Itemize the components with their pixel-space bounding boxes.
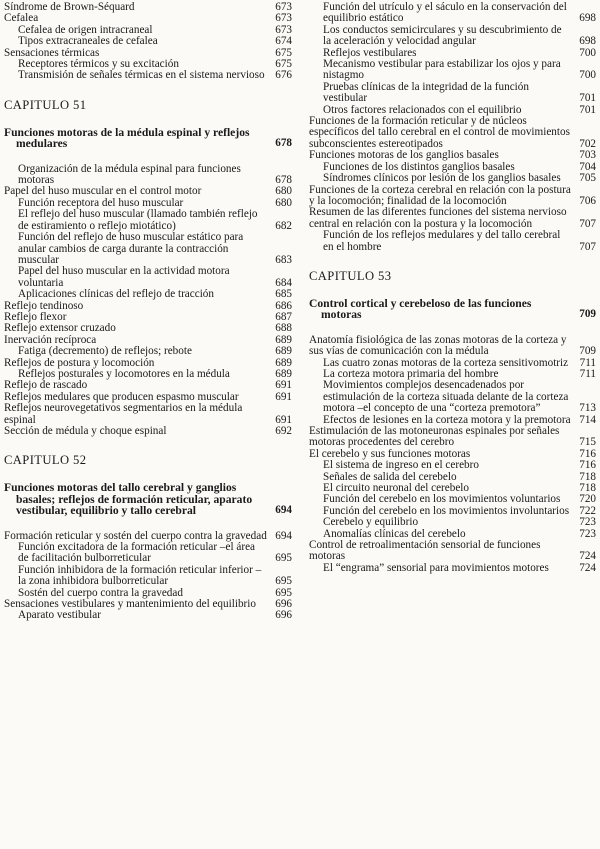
page-number: 691 [275,413,292,426]
entry-title: El cerebelo y sus funciones motoras [309,447,471,460]
entry-title: El sistema de ingreso en el cerebro [323,459,479,472]
entry-title: Control cortical y cerebeloso de las funciones motoras [309,296,532,322]
page-number: 695 [275,575,292,588]
entry-title: Aparato vestibular [18,609,101,622]
entry-title: Síndrome de Brown-Séquard [4,1,135,13]
toc-subentry [4,610,294,621]
entry-title: Reflejo flexor [4,310,67,323]
entry-title: Pruebas clínicas de la integridad de la función vestibular [323,80,529,105]
page-number: 691 [275,379,292,392]
entry-title: Tipos extracraneales de cefalea [18,35,158,48]
entry-title: Aplicaciones clínicas del reflejo de tracción [18,288,214,301]
entry-title: Control de retroalimentación sensorial de funciones motoras [309,539,541,563]
entry-title: Reflejos vestibulares [323,46,417,59]
entry-title: Función del cerebelo en los movimientos voluntarios [323,493,561,506]
page-number: 689 [275,333,292,346]
toc-subentry [4,232,294,266]
page-number: 688 [275,322,292,335]
entry-title: Función inhibidora de la formación reticular inferior –la zona inhibidora bulborreticular [18,563,262,588]
page-number: 700 [579,46,596,59]
entry-title: Organización de la médula espinal para funciones motoras [18,162,241,187]
entry-title: Efectos de lesiones en la corteza motora y la premotora [323,413,571,426]
entry-title: Funciones motoras del tallo cerebral y ganglios basales; reflejos de formación reticular, aparato vestibular, equilibrio y tallo cerebral [4,481,253,518]
page-number: 724 [579,561,596,574]
entry-title: Transmisión de señales térmicas en el sistema nervioso [18,69,265,82]
page-number: 682 [275,219,292,232]
page-number: 696 [275,598,292,611]
toc-entry [309,150,598,161]
entry-title: Funciones motoras de los ganglios basales [309,149,499,162]
chapter-heading: CAPITULO 52 [4,453,87,468]
page-number: 675 [275,46,292,59]
page-number: 694 [275,504,292,517]
entry-title: Reflejos medulares que producen espasmo muscular [4,390,239,403]
entry-title: Anatomía fisiológica de las zonas motoras de la corteza y sus vías de comunicación con la médula [309,333,567,358]
page-number: 698 [579,35,596,48]
entry-title: Funciones de los distintos ganglios basales [323,160,515,173]
entry-title: Movimientos complejos desencadenados por estimulación de la corteza situada delante de la corteza motora –el concepto de una “corteza premotora” [323,379,569,415]
page-number: 707 [579,217,596,230]
page-number: 673 [275,23,292,36]
entry-title: Función receptora del huso muscular [18,196,184,209]
entry-title: El circuito neuronal del cerebelo [323,482,469,495]
toc-subentry [4,266,294,289]
page-number: 705 [579,172,596,185]
entry-title: Cefalea [4,12,39,25]
page-number: 711 [579,367,596,380]
entry-title: Mecanismo vestibular para estabilizar los ojos y para nistagmo [323,58,561,82]
entry-title: Reflejo de rascado [4,379,88,392]
page-number: 696 [275,609,292,622]
entry-title: Funciones de la corteza cerebral en relación con la postura y la locomoción; finalidad de la locomoción [309,183,571,207]
page-number: 695 [275,586,292,599]
toc-subentry [4,565,294,588]
toc-entry [309,116,598,150]
entry-title: Función de los reflejos medulares y del tallo cerebral en el hombre [323,229,561,253]
entry-title: Función del reflejo de huso muscular estático para anular cambios de carga durante la contracción muscular [18,231,244,266]
entry-title: Reflejos de postura y locomoción [4,356,155,369]
page-number: 691 [275,390,292,403]
entry-title: Función del cerebelo en los movimientos involuntarios [323,504,570,517]
page-number: 700 [579,69,596,82]
entry-title: Estimulación de las motoneuronas espinales por señales motoras procedentes del cerebro [309,425,560,449]
page-number: 694 [275,529,292,542]
toc-subentry [4,36,294,47]
toc-entry [4,426,294,437]
toc-entry [309,426,598,449]
chapter-title-entry [309,298,598,321]
page-number: 675 [275,58,292,71]
page-number: 718 [579,470,596,483]
page-number: 678 [275,137,292,150]
toc-subentry [309,2,598,25]
entry-title: Señales de salida del cerebelo [323,470,457,483]
page-number: 687 [275,310,292,323]
toc-subentry [309,82,598,105]
toc-entry [309,185,598,208]
page-number: 695 [275,552,292,565]
entry-title: Función del utrículo y el sáculo en la conservación del equilibrio estático [323,1,567,25]
entry-title: Sección de médula y choque espinal [4,425,167,437]
entry-title: Sensaciones térmicas [4,46,100,59]
page-number: 724 [579,550,596,563]
chapter-heading: CAPITULO 51 [4,97,87,112]
page-number: 723 [579,527,596,540]
entry-title: El reflejo del huso muscular (llamado también reflejo de estiramiento o reflejo miotático) [18,208,258,232]
chapter-heading: CAPITULO 53 [309,268,392,283]
page-number: 680 [275,196,292,209]
entry-title: Los conductos semicirculares y su descubrimiento de la aceleración y velocidad angular [323,23,562,48]
entry-title: Reflejo tendinoso [4,299,84,312]
entry-title: Reflejos neurovegetativos segmentarios en la médula espinal [4,402,243,426]
page-number: 684 [275,276,292,289]
entry-title: Reflejo extensor cruzado [4,322,116,335]
page-number: 701 [579,92,596,105]
toc-subentry [309,25,598,48]
page-number: 683 [275,253,292,266]
page-number: 701 [579,103,596,116]
entry-title: Cerebelo y equilibrio [323,516,419,529]
toc-subentry [309,59,598,82]
page-number: 692 [275,425,292,437]
entry-title: Funciones motoras de la médula espinal y reflejos medulares [4,125,250,151]
toc-subentry [309,173,598,184]
toc-subentry [4,346,294,357]
page-number: 723 [579,516,596,529]
toc-entry [309,335,598,358]
page-number: 707 [579,240,596,253]
page-number: 716 [579,459,596,472]
page-number: 674 [275,35,292,48]
page-number: 689 [275,345,292,358]
page-number: 706 [579,194,596,207]
entry-title: Fatiga (decremento) de reflejos; rebote [18,345,192,358]
entry-title: Funciones de la formación reticular y de núcleos específicos del tallo cerebral en el control de movimientos subconscientes estereotipados [309,115,570,150]
toc-subentry [4,209,294,232]
page-number: 698 [579,12,596,25]
toc-subentry [4,70,294,81]
page-number: 715 [579,436,596,449]
entry-title: Función excitadora de la formación reticular –el área de facilitación bulborreticular [18,541,255,565]
entry-title: La corteza motora primaria del hombre [323,367,499,380]
entry-title: El “engrama” sensorial para movimientos motores [323,561,549,574]
toc-subentry [309,230,598,253]
entry-title: Sostén del cuerpo contra la gravedad [18,586,183,599]
toc-subentry [309,517,598,528]
page-number: 714 [579,413,596,426]
toc-entry [309,540,598,563]
entry-title: Reflejos posturales y locomotores en la médula [18,367,230,380]
entry-title: Receptores térmicos y su excitación [18,58,179,71]
page-number: 702 [579,137,596,150]
spacer [4,150,294,164]
toc-subentry [4,542,294,565]
toc-subentry [309,380,598,414]
entry-title: Otros factores relacionados con el equilibrio [323,103,522,116]
page-number: 689 [275,367,292,380]
page-number: 673 [275,12,292,25]
spacer [309,321,598,335]
toc-entry [4,2,294,13]
chapter-title-entry [4,482,294,516]
page-number: 685 [275,288,292,301]
entry-title: Sensaciones vestibulares y mantenimiento del equilibrio [4,598,256,611]
chapter-title-entry [4,127,294,150]
entry-title: Resumen de las diferentes funciones del sistema nervioso central en relación con la postura y la locomoción [309,206,567,230]
page-number: 680 [275,185,292,198]
page-number: 716 [579,447,596,460]
toc-subentry [309,460,598,471]
page-number: 709 [579,345,596,358]
toc-entry [309,207,598,230]
page-number: 704 [579,160,596,173]
page-number: 673 [275,1,292,13]
page-number: 678 [275,174,292,187]
entry-title: Formación reticular y sostén del cuerpo contra la gravedad [4,529,267,542]
toc-left-column [4,0,294,622]
entry-title: Inervación recíproca [4,333,97,346]
page-number: 709 [579,308,596,321]
toc-entry [4,403,294,426]
entry-title: Anomalías clínicas del cerebelo [323,527,466,540]
page-number: 676 [275,69,292,82]
page-number: 689 [275,356,292,369]
toc-subentry [309,563,598,574]
page-number: 711 [579,356,596,369]
entry-title: Las cuatro zonas motoras de la corteza sensitivomotriz [323,356,569,369]
page-number: 722 [579,504,596,517]
entry-title: Síndromes clínicos por lesión de los ganglios basales [323,172,561,185]
entry-title: Cefalea de origen intracraneal [18,23,153,36]
toc-subentry [4,289,294,300]
page-number: 713 [579,402,596,415]
entry-title: Papel del huso muscular en el control motor [4,185,202,198]
spacer [4,517,294,531]
page-number: 720 [579,493,596,506]
entry-title: Papel del huso muscular en la actividad motora voluntaria [18,265,230,289]
page-number: 686 [275,299,292,312]
toc-subentry [4,164,294,187]
page-number: 703 [579,149,596,162]
toc-right-column [309,0,598,574]
page-number: 718 [579,482,596,495]
